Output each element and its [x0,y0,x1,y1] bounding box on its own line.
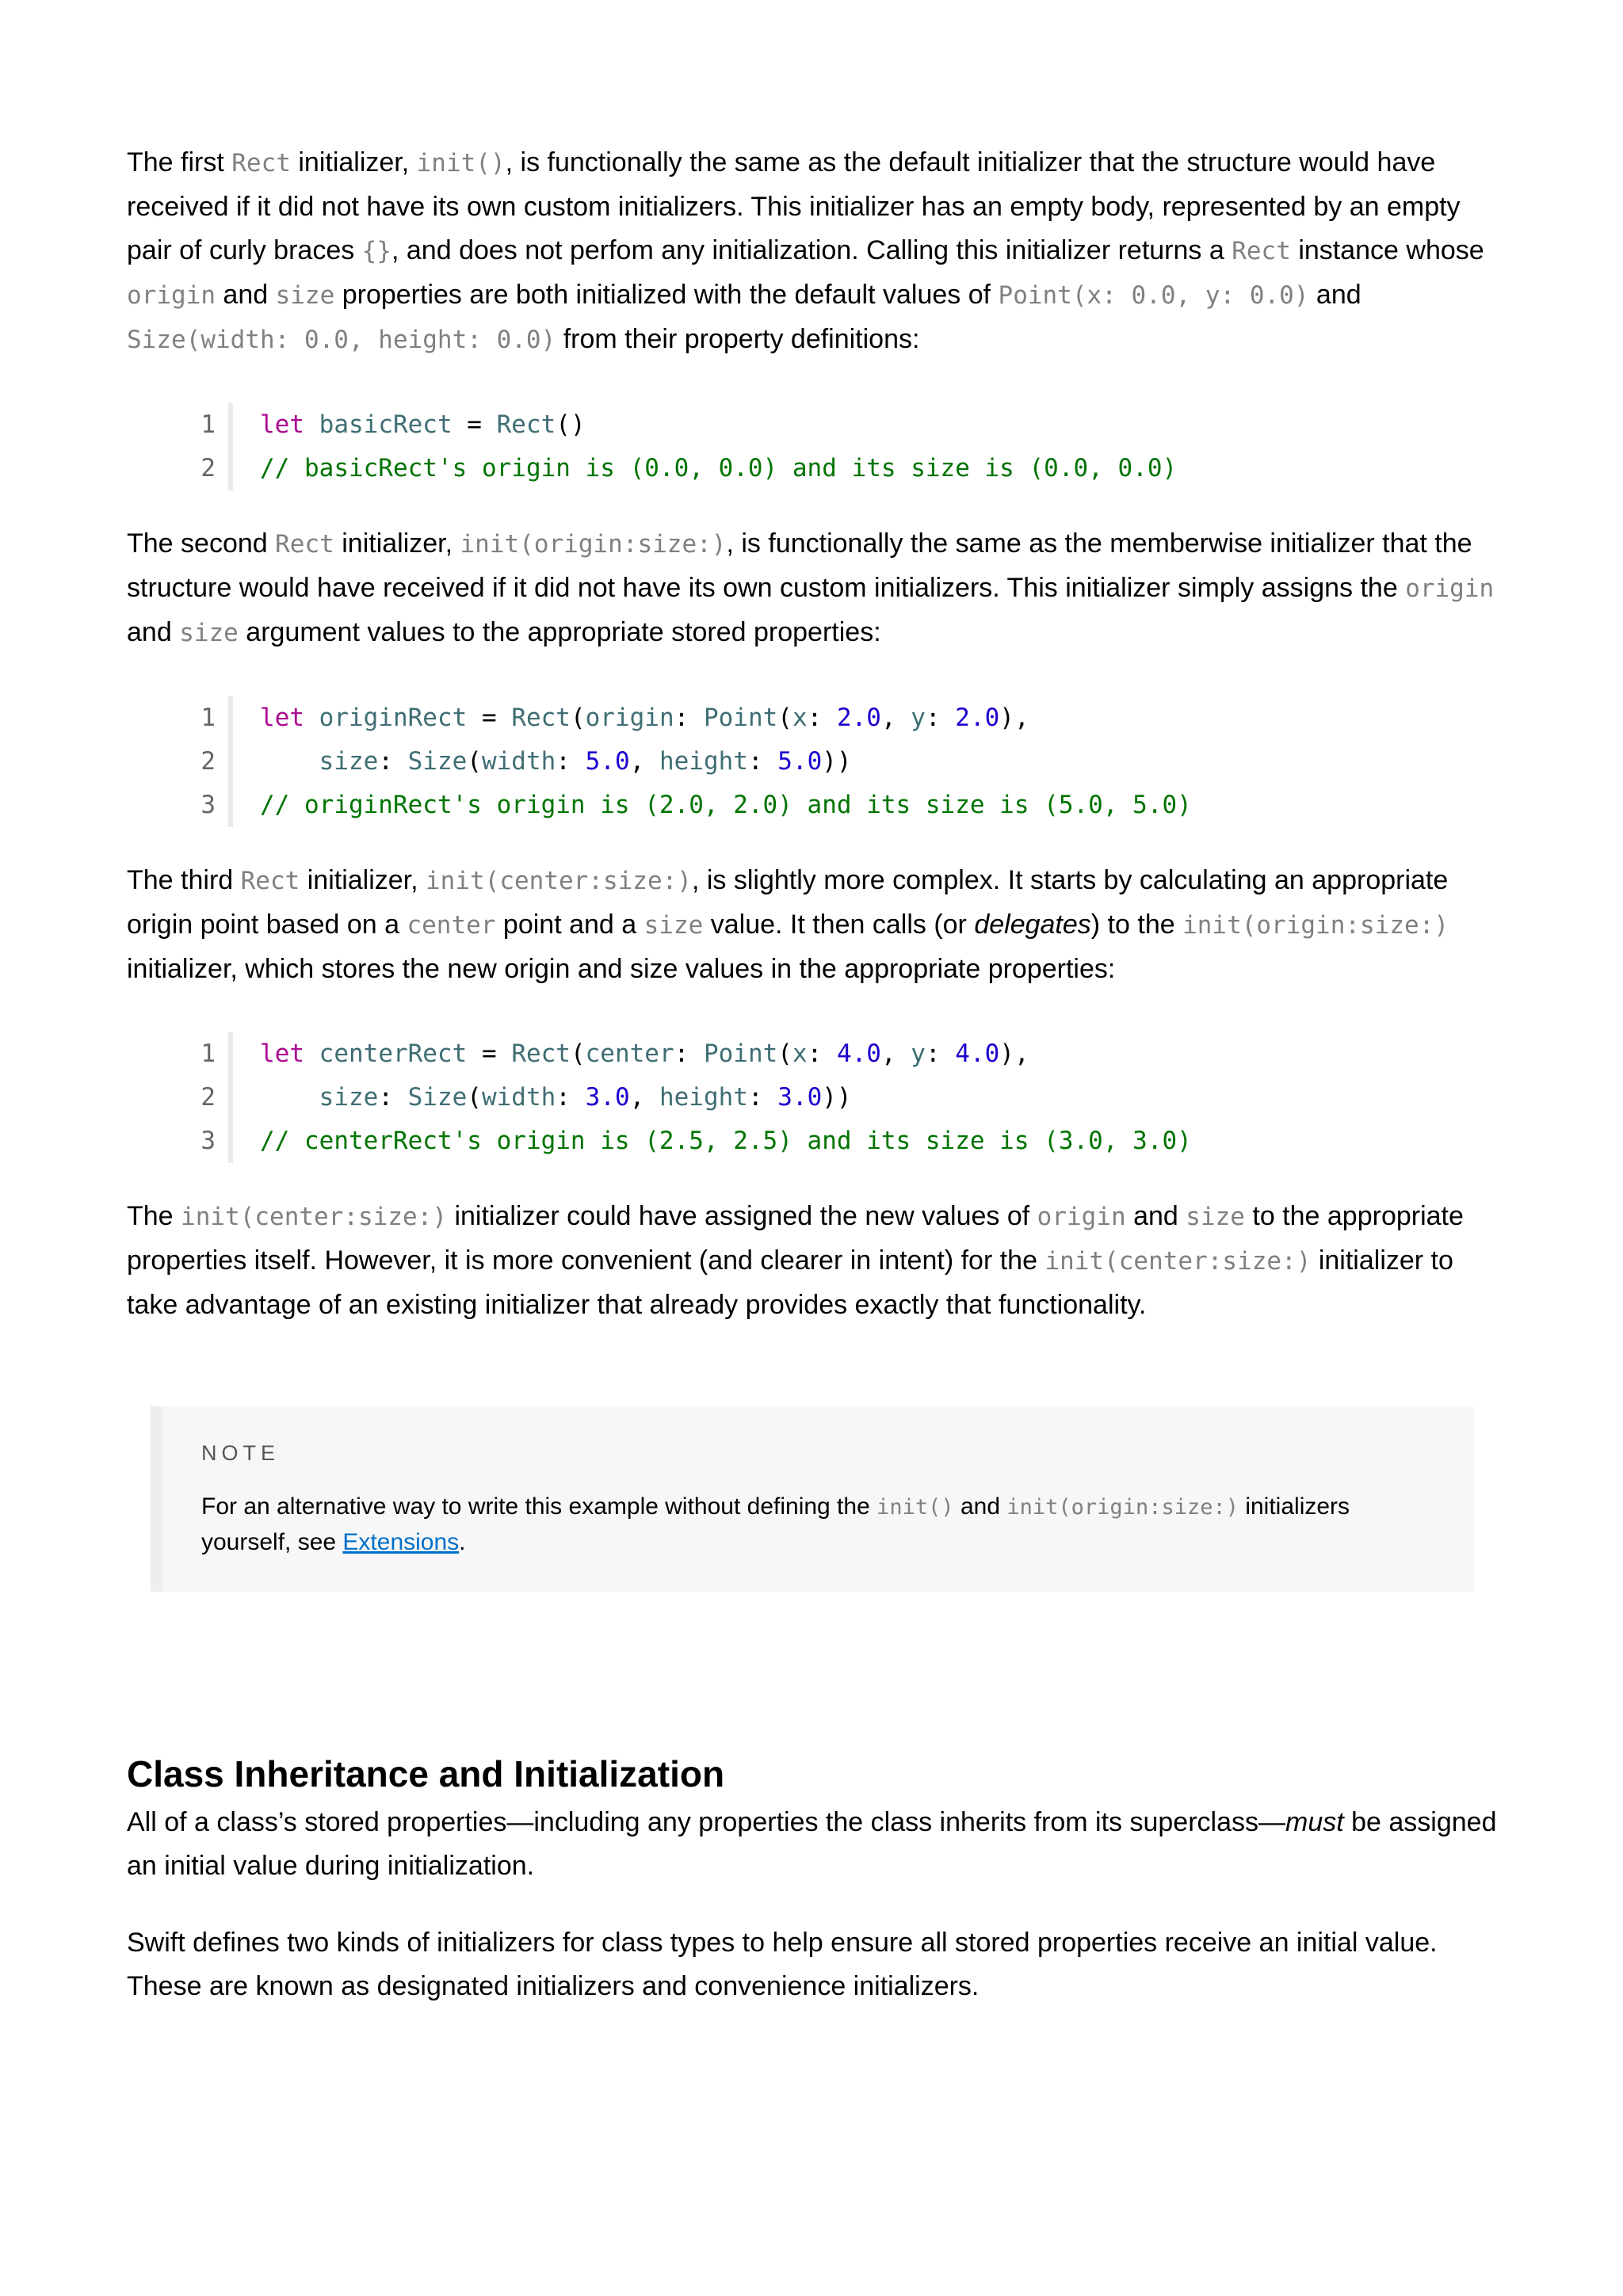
inline-code: origin [1037,1203,1126,1231]
line-number: 1 [200,410,216,439]
inline-code: size [643,911,704,940]
code-block-origin-rect [174,696,1506,827]
inline-code: Rect [240,867,300,895]
code-line: 1 let basicRect = Rect() [174,403,1506,447]
inline-code: center [407,911,496,940]
note-text: For an alternative way to write this example without defining the init() and init(origin:size:) initializers yourself, see Extensions. [201,1493,1350,1555]
inline-code: init(center:size:) [426,867,692,895]
document-page [127,141,1506,2008]
inline-code: origin [127,281,216,310]
paragraph-init-default: The first Rect initializer, init(), is functionally the same as the default initializer that the structure would have received if it did not have its own custom initializers. This initializer has an empty body, represented by an empty pair of curly braces {}, and does not perfom any initialization. Calling this initializer returns a Rect instance whose origin and size properties are both initialized with the default values of Point(x: 0.0, y: 0.0) and Size(width: 0.0, height: 0.0) from their property definitions: [127,147,1484,354]
code-comment: // centerRect's origin is (2.5, 2.5) and its size is (3.0, 3.0) [260,1127,1192,1155]
code-line: 1 let originRect = Rect(origin: Point(x: 2.0, y: 2.0), [174,696,1506,740]
line-number: 1 [200,1039,216,1068]
inline-code: {} [361,237,391,265]
line-number: 1 [200,704,216,732]
inline-code: init(origin:size:) [1006,1495,1239,1520]
line-number: 2 [200,747,216,776]
code-line: 2 size: Size(width: 5.0, height: 5.0)) [174,740,1506,784]
inline-code: size [179,619,239,647]
code-comment: // basicRect's origin is (0.0, 0.0) and its size is (0.0, 0.0) [260,454,1178,482]
extensions-link[interactable]: Extensions [342,1529,460,1555]
line-number: 3 [200,1127,216,1155]
paragraph-initializer-kinds: Swift defines two kinds of initializers for class types to help ensure all stored properties receive an initial value. These are known as designated initializers and convenience initializers. [127,1928,1438,2001]
inline-code: Point(x: 0.0, y: 0.0) [998,281,1309,310]
code-comment: // originRect's origin is (2.0, 2.0) and its size is (5.0, 5.0) [260,791,1192,819]
inline-code: size [275,281,335,310]
line-number: 2 [200,1083,216,1112]
paragraph-init-center-size: The third Rect initializer, init(center:size:), is slightly more complex. It starts by calculating an appropriate origin point based on a center point and a size value. It then calls (or delegates) to the init(origin:size:) initializer, which stores the new origin and size values in the appropriate properties: [127,865,1449,984]
paragraph-class-stored-properties: All of a class’s stored properties—including any properties the class inherits from its superclass—must be assigned an initial value during initialization. [127,1807,1497,1881]
inline-code: origin [1405,574,1495,603]
code-line [174,784,1506,827]
line-number: 3 [200,791,216,819]
code-block-basic-rect [174,403,1506,490]
code-line [174,1119,1506,1163]
note-aside [151,1406,1474,1592]
inline-code: init(origin:size:) [460,530,727,559]
paragraph-delegation-rationale: The init(center:size:) initializer could have assigned the new values of origin and size to the appropriate properties itself. However, it is more convenient (and clearer in intent) for the init(center:size:) initializer to take advantage of an existing initializer that already provides exactly that functionality. [127,1201,1464,1320]
inline-code: init() [876,1495,954,1520]
inline-code: Rect [275,530,334,559]
line-number: 2 [200,454,216,482]
code-block-center-rect [174,1032,1506,1163]
code-line: 1 let centerRect = Rect(center: Point(x: 4.0, y: 4.0), [174,1032,1506,1076]
code-line: 2 size: Size(width: 3.0, height: 3.0)) [174,1076,1506,1119]
inline-code: init(center:size:) [1044,1247,1312,1276]
inline-code: Rect [1232,237,1291,265]
inline-code: size [1186,1203,1245,1231]
code-line [174,447,1506,490]
note-label: NOTE [201,1441,281,1465]
inline-code: init(center:size:) [181,1203,447,1231]
section-heading: Class Inheritance and Initialization [127,1753,725,1794]
inline-code: init() [416,149,506,177]
inline-code: Size(width: 0.0, height: 0.0) [127,326,556,354]
inline-code: Rect [231,149,291,177]
inline-code: init(origin:size:) [1182,911,1449,940]
paragraph-init-origin-size: The second Rect initializer, init(origin:size:), is functionally the same as the memberwise initializer that the structure would have received if it did not have its own custom initializers. This initializer simply assigns the origin and size argument values to the appropriate stored properties: [127,528,1495,647]
